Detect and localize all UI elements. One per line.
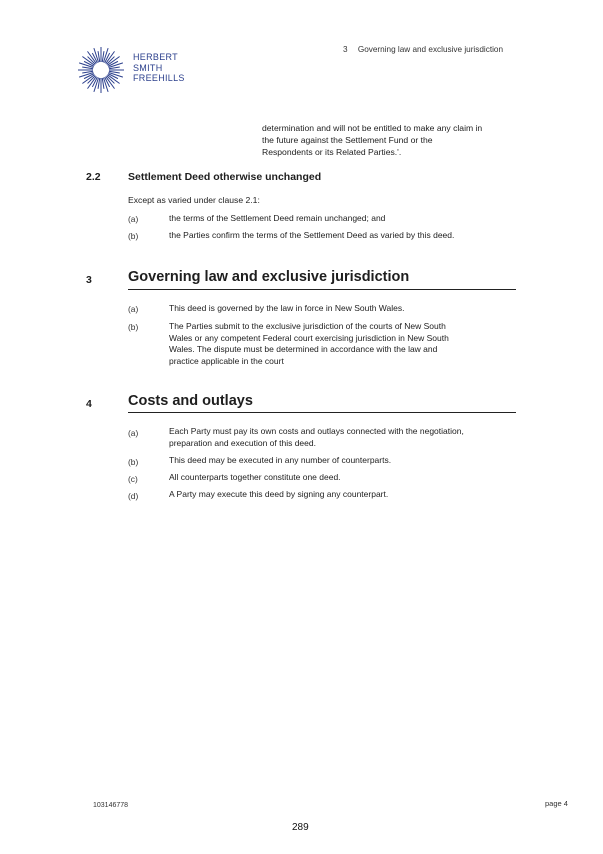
section-title: Costs and outlays xyxy=(128,393,253,409)
list-item-label: (b) xyxy=(128,231,139,241)
list-item-text: This deed may be executed in any number of counterparts. xyxy=(169,455,392,465)
list-item-label: (a) xyxy=(128,214,139,224)
paragraph-line: determination and will not be entitled to make any claim in xyxy=(262,123,483,133)
logo-line: FREEHILLS xyxy=(133,73,185,83)
firm-logo-starburst-icon xyxy=(76,45,126,95)
list-item-text: A Party may execute this deed by signing any counterpart. xyxy=(169,489,389,499)
item-line: Each Party must pay its own costs and outlays connected with the negotiation, xyxy=(169,426,464,436)
list-item-label: (b) xyxy=(128,322,139,332)
list-item-text: the terms of the Settlement Deed remain unchanged; and xyxy=(169,213,386,223)
continuation-paragraph xyxy=(262,123,522,158)
item-line: The Parties submit to the exclusive jurisdiction of the courts of New South xyxy=(169,321,446,331)
section-rule xyxy=(128,412,516,413)
list-item-label: (a) xyxy=(128,304,139,314)
list-item-text xyxy=(169,426,464,449)
paragraph-line: Respondents or its Related Parties.'. xyxy=(262,146,402,157)
item-line: preparation and execution of this deed. xyxy=(169,437,316,448)
list-item-label: (b) xyxy=(128,457,139,467)
running-head xyxy=(343,45,503,54)
page-label: page 4 xyxy=(545,799,568,808)
item-line: Wales or any competent Federal court exercising jurisdiction in New South xyxy=(169,332,449,343)
list-item-label: (a) xyxy=(128,428,139,438)
item-line: practice applicable in the court xyxy=(169,355,284,366)
section-number: 4 xyxy=(86,398,92,410)
document-id: 103146778 xyxy=(93,802,129,809)
list-item-text: This deed is governed by the law in force in New South Wales. xyxy=(169,303,405,313)
list-item-text xyxy=(169,321,449,367)
paragraph-line: the future against the Settlement Fund or the xyxy=(262,134,433,145)
list-item-label: (d) xyxy=(128,491,139,501)
item-line: Wales. The dispute must be determined in accordance with the law and xyxy=(169,344,438,355)
running-head-title: Governing law and exclusive jurisdiction xyxy=(357,45,504,54)
section-title: Governing law and exclusive jurisdiction xyxy=(128,269,410,285)
clause-title: Settlement Deed otherwise unchanged xyxy=(128,171,322,183)
clause-number: 2.2 xyxy=(86,171,101,183)
clause-intro: Except as varied under clause 2.1: xyxy=(128,195,260,205)
logo-line: HERBERT xyxy=(133,52,178,62)
list-item-text: All counterparts together constitute one deed. xyxy=(169,472,341,482)
firm-logo-text xyxy=(133,52,185,84)
list-item-text: the Parties confirm the terms of the Settlement Deed as varied by this deed. xyxy=(169,230,455,240)
section-rule xyxy=(128,289,516,290)
running-head-number: 3 xyxy=(343,45,348,54)
section-number: 3 xyxy=(86,274,92,286)
page-number: 289 xyxy=(292,822,309,833)
logo-line: SMITH xyxy=(133,62,163,73)
list-item-label: (c) xyxy=(128,474,138,484)
